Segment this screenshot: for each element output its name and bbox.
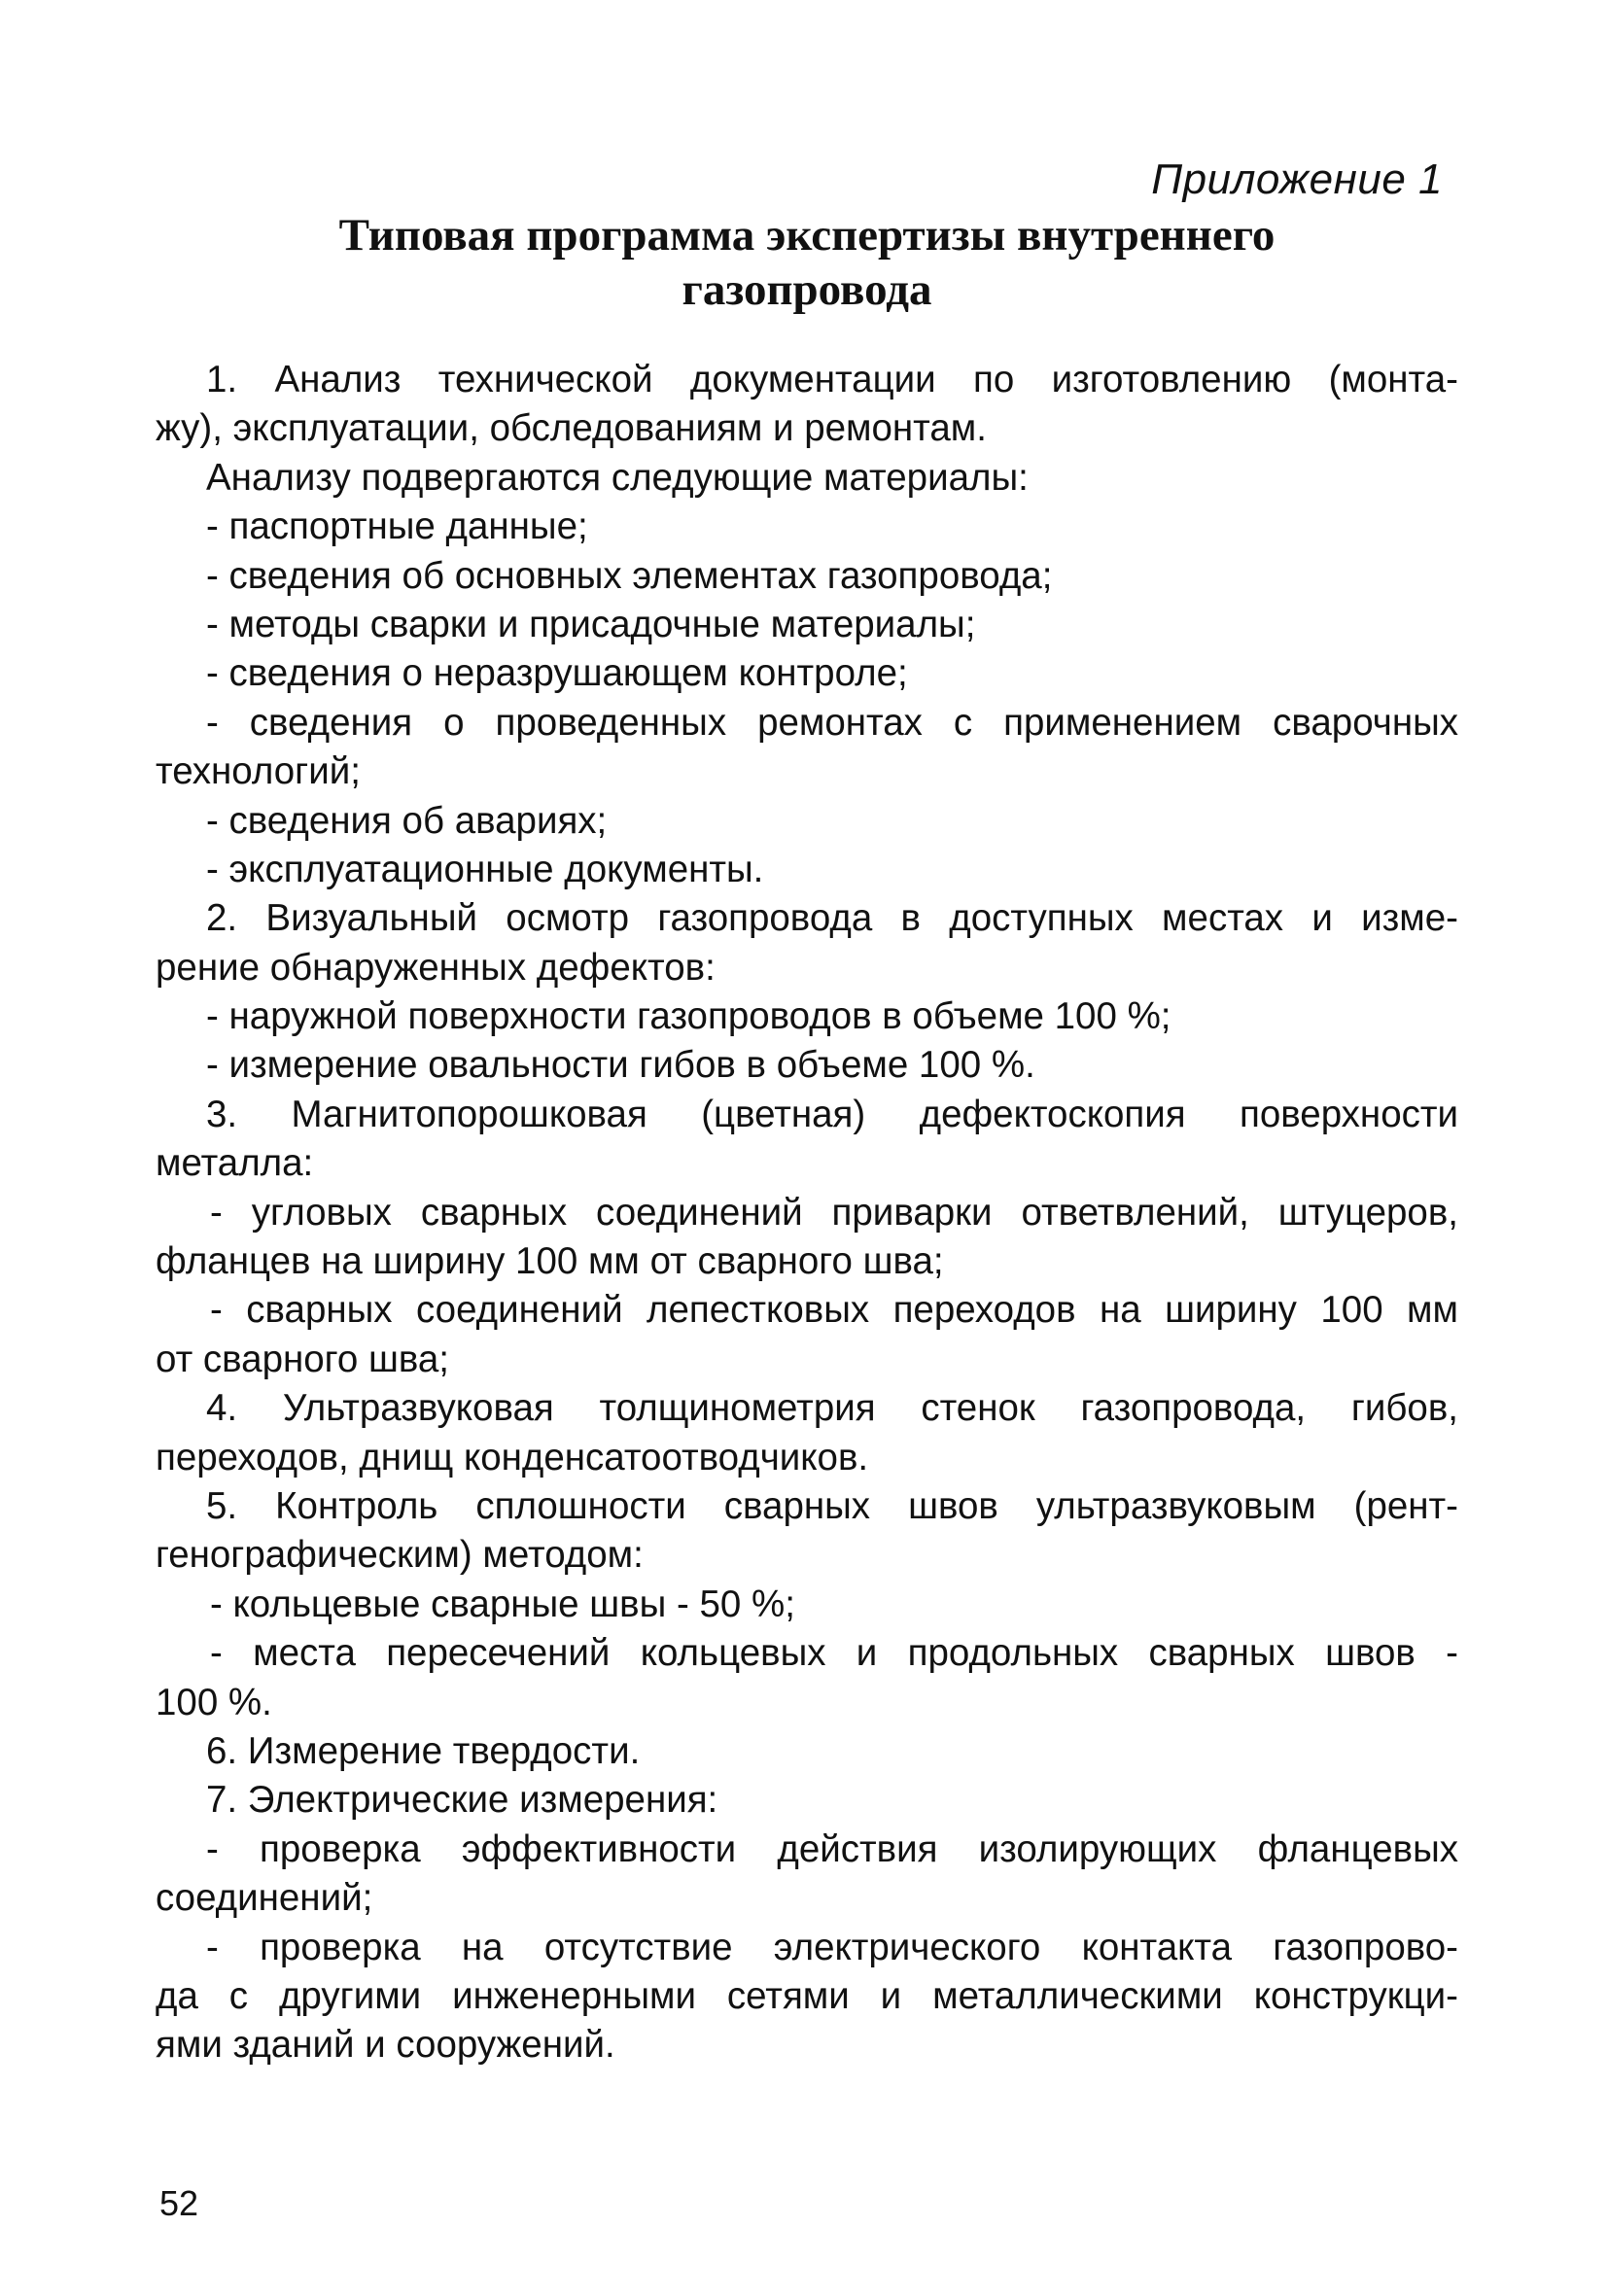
document-title-line-2: газопровода [682, 264, 932, 315]
list-item: - сведения об основных элементах газопровода; [206, 554, 1053, 597]
body-line: жу), эксплуатации, обследованиям и ремонтам. [156, 407, 987, 450]
body-line: 3. Магнитопорошковая (цветная) дефектоскопия поверхности [206, 1093, 1458, 1135]
list-item: - проверка эффективности действия изолирующих фланцевых [206, 1827, 1458, 1870]
list-item: - проверка на отсутствие электрического контакта газопрово- [206, 1926, 1458, 1968]
list-item: - паспортные данные; [206, 505, 588, 548]
body-line: 6. Измерение твердости. [206, 1729, 641, 1772]
list-item: - эксплуатационные документы. [206, 848, 764, 890]
body-line: металла: [156, 1142, 314, 1185]
body-line: 4. Ультразвуковая толщинометрия стенок газопровода, гибов, [206, 1387, 1458, 1430]
body-line: 1. Анализ технической документации по изготовлению (монта- [206, 359, 1458, 400]
body-line: фланцев на ширину 100 мм от сварного шва; [156, 1240, 944, 1283]
page-number: 52 [159, 2183, 199, 2223]
body-line: переходов, днищ конденсатоотводчиков. [156, 1436, 869, 1478]
body-line: 100 %. [156, 1681, 272, 1723]
body-line: 7. Электрические измерения: [206, 1779, 718, 1822]
body-line: от сварного шва; [156, 1338, 449, 1380]
list-item: - наружной поверхности газопроводов в объеме 100 %; [206, 995, 1171, 1038]
list-item: - методы сварки и присадочные материалы; [206, 603, 976, 645]
body-line: да с другими инженерными сетями и металлическими конструкци- [156, 1974, 1458, 2017]
body-line: технологий; [156, 750, 361, 793]
body-line: ями зданий и сооружений. [156, 2024, 615, 2067]
list-item: - места пересечений кольцевых и продольных сварных швов - [210, 1632, 1458, 1675]
list-item: - измерение овальности гибов в объеме 100 %. [206, 1044, 1035, 1087]
body-line: рение обнаруженных дефектов: [156, 946, 716, 989]
appendix-label: Приложение 1 [1151, 156, 1443, 203]
list-item: - кольцевые сварные швы - 50 %; [210, 1583, 795, 1625]
body-line: генографическим) методом: [156, 1534, 644, 1577]
document-title-line-1: Типовая программа экспертизы внутреннего [338, 210, 1276, 261]
body-line: соединений; [156, 1877, 373, 1920]
list-item: - сведения об авариях; [206, 799, 608, 842]
list-item: - угловых сварных соединений приварки ответвлений, штуцеров, [210, 1191, 1458, 1234]
list-item: - сварных соединений лепестковых переходов на ширину 100 мм [210, 1289, 1458, 1332]
list-item: - сведения о неразрушающем контроле; [206, 652, 908, 695]
list-item: - сведения о проведенных ремонтах с применением сварочных [206, 701, 1458, 744]
document-body [156, 356, 1458, 2070]
body-line: Анализу подвергаются следующие материалы: [206, 456, 1029, 499]
body-line: 5. Контроль сплошности сварных швов ультразвуковым (рент- [206, 1484, 1458, 1527]
body-line: 2. Визуальный осмотр газопровода в доступных местах и изме- [206, 897, 1458, 940]
